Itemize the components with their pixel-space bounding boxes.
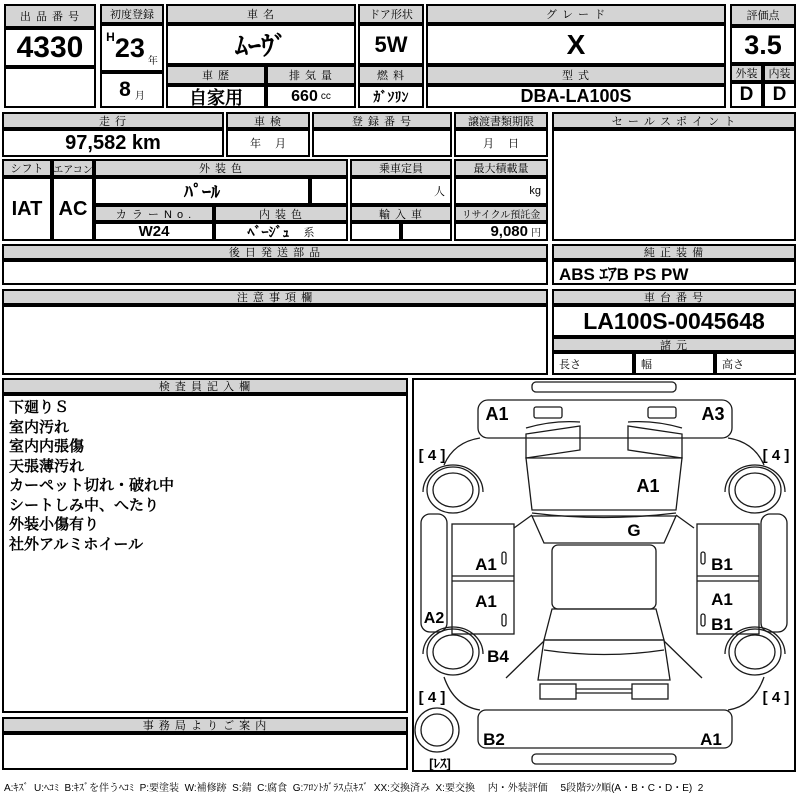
- first-reg-year-cell: [100, 24, 164, 72]
- shift-header: シフト: [2, 159, 52, 177]
- int-color-header: 内 装 色: [214, 205, 348, 222]
- displacement-value: 660: [291, 87, 318, 105]
- late-parts-body: [2, 260, 548, 285]
- shaken-value: 年 月: [226, 129, 310, 157]
- sales-point-header: セ ー ル ス ポ イ ン ト: [552, 112, 796, 129]
- wheel-rear-right-inner: [735, 635, 775, 669]
- exterior-header: 外装: [730, 64, 763, 82]
- mileage-header: 走 行: [2, 112, 224, 129]
- door-handle-left-rear: [502, 614, 506, 626]
- rear-bumper: [478, 710, 732, 748]
- rear-panel-lines: [576, 689, 632, 693]
- interior-value: D: [763, 82, 796, 108]
- mark-front-bumper-left: A1: [485, 404, 509, 424]
- rear-hatch: [538, 640, 670, 680]
- legend-text: A:ｷｽﾞ U:ﾍｺﾐ B:ｷｽﾞを伴うﾍｺﾐ P:要塗装 W:補修跡 S:錆 C:腐食 G:ﾌﾛﾝﾄｶﾞﾗｽ点ｷｽﾞ XX:交換済み X:要交換 内・外装評価 5段階ﾗﾝｸ順(A・B・C・D・E) 2: [4, 783, 704, 794]
- fender-lines: [444, 438, 764, 710]
- exterior-value: D: [730, 82, 763, 108]
- roof: [552, 545, 656, 609]
- capacity-header: 乗車定員: [350, 159, 452, 177]
- wheel-rear-left-inner: [433, 635, 473, 669]
- front-bumper-detail-right: [648, 407, 676, 418]
- displacement-value-cell: [266, 85, 356, 108]
- mark-door-rear-left: A1: [475, 592, 497, 611]
- rear-window: [544, 609, 664, 640]
- mark-door-rear-right-lower: B1: [711, 615, 733, 634]
- int-color-suffix: 系: [303, 226, 315, 239]
- hatch-line: [544, 650, 664, 655]
- mark-door-front-right: B1: [711, 555, 733, 574]
- max-load-header: 最大積載量: [454, 159, 548, 177]
- late-parts-header: 後 日 発 送 部 品: [2, 244, 548, 260]
- auction-no-value: 4330: [4, 28, 96, 67]
- wheel-front-left-inner: [433, 473, 473, 507]
- mark-tire-rear-left: [ 4 ]: [418, 689, 446, 706]
- inspector-note: 天張薄汚れ: [9, 457, 85, 475]
- capacity-value: 人: [350, 177, 452, 205]
- office-body: [2, 733, 408, 770]
- inspector-note: 室内内張傷: [9, 438, 85, 455]
- score-header: 評価点: [730, 4, 796, 26]
- front-top-bar: [532, 382, 676, 392]
- wheel-front-right: [729, 467, 781, 513]
- transfer-deadline-value: 月 日: [454, 129, 548, 157]
- inspector-note: 下廻りＳ: [9, 399, 70, 416]
- mark-tire-front-right: [ 4 ]: [762, 447, 790, 464]
- mark-rocker-left: A2: [423, 610, 445, 627]
- inspector-note: 室内汚れ: [9, 418, 70, 436]
- wheel-front-right-inner: [735, 473, 775, 507]
- score-value: 3.5: [730, 26, 796, 64]
- specs-length-cell: 長さ: [552, 352, 634, 375]
- grade-header: グ レ ー ド: [426, 4, 726, 24]
- specs-height-cell: 高さ: [715, 352, 796, 375]
- headlight-right: [628, 426, 682, 458]
- ext-color-header: 外 装 色: [94, 159, 348, 177]
- notice-header: 注 意 事 項 欄: [2, 289, 548, 305]
- specs-width-cell: 幅: [634, 352, 715, 375]
- doors-left: [452, 524, 514, 634]
- taillight-left: [540, 684, 576, 699]
- color-no-value: W24: [94, 222, 214, 241]
- aircon-header: エアコン: [52, 159, 94, 177]
- door-divider-right: [697, 576, 759, 581]
- sales-point-body: [552, 129, 796, 241]
- windshield: [532, 516, 676, 543]
- ext-color-value: ﾊﾟｰﾙ: [94, 177, 310, 205]
- headlight-left: [526, 426, 580, 458]
- ext-color-suffix-cell: [310, 177, 348, 205]
- office-header: 事 務 局 よ り ご 案 内: [2, 717, 408, 733]
- inspector-note: カーペット切れ・破れ中: [9, 477, 175, 494]
- recycle-header: リサイクル預託金: [454, 205, 548, 222]
- shaken-header: 車 検: [226, 112, 310, 129]
- mark-tire-rear-right: [ 4 ]: [762, 689, 790, 706]
- recycle-unit: 円: [531, 228, 541, 239]
- car-name-value: ﾑｰｳﾞ: [166, 24, 356, 65]
- door-header: ドア形状: [358, 4, 424, 24]
- inspector-note: 外装小傷有り: [9, 516, 100, 533]
- history-value: 自家用: [166, 85, 266, 108]
- spare-tire-inner: [421, 714, 453, 746]
- fuel-value: ｶﾞｿﾘﾝ: [358, 85, 424, 108]
- chassis-no-value: LA100S-0045648: [552, 305, 796, 337]
- first-reg-year-unit: 年: [147, 56, 158, 67]
- equipment-value: ABS ｴｱB PS PW: [552, 260, 796, 285]
- int-color-value-cell: [214, 222, 348, 241]
- pillar-lines: [506, 515, 702, 678]
- mark-windshield: G: [627, 521, 641, 540]
- reg-no-value: [312, 129, 452, 157]
- shift-value: IAT: [2, 177, 52, 241]
- color-no-header: カ ラ ー N o .: [94, 205, 214, 222]
- door-divider-left: [452, 576, 514, 581]
- mark-door-front-left: A1: [475, 555, 497, 574]
- front-bumper: [478, 400, 732, 438]
- equipment-header: 純 正 装 備: [552, 244, 796, 260]
- reg-no-header: 登 録 番 号: [312, 112, 452, 129]
- fuel-header: 燃 料: [358, 65, 424, 85]
- recycle-value: 9,080: [490, 223, 528, 240]
- inspector-notes: [2, 394, 408, 713]
- grade-value: X: [426, 24, 726, 65]
- auction-no-header: 出 品 番 号: [4, 4, 96, 28]
- door-value: 5W: [358, 24, 424, 65]
- import-value-cell-right: [401, 222, 452, 241]
- transfer-deadline-header: 譲渡書類期限: [454, 112, 548, 129]
- first-reg-header: 初度登録: [100, 4, 164, 24]
- door-handle-right-rear: [701, 614, 705, 626]
- history-header: 車 歴: [166, 65, 266, 85]
- first-reg-month-cell: [100, 72, 164, 108]
- mark-front-bumper-right: A3: [701, 404, 725, 424]
- model-header: 型 式: [426, 65, 726, 85]
- mark-door-rear-right: A1: [711, 590, 733, 609]
- displacement-header: 排 気 量: [266, 65, 356, 85]
- recycle-value-cell: [454, 222, 548, 241]
- auction-no-empty-cell: [4, 67, 96, 108]
- wheel-rear-right: [729, 629, 781, 675]
- first-reg-era: H: [106, 30, 115, 44]
- door-handle-left-front: [502, 552, 506, 564]
- first-reg-month-unit: 月: [134, 91, 145, 102]
- displacement-unit: cc: [320, 91, 331, 102]
- car-diagram: [414, 380, 794, 770]
- chassis-no-header: 車 台 番 号: [552, 289, 796, 305]
- int-color-value: ﾍﾞｰｼﾞｭ: [247, 223, 290, 240]
- mark-quarter-left: B4: [487, 647, 509, 666]
- mark-hood: A1: [636, 476, 660, 496]
- import-header: 輸 入 車: [350, 205, 452, 222]
- wheel-rear-left: [427, 629, 479, 675]
- first-reg-month: 8: [119, 78, 131, 101]
- rear-bottom-bar: [532, 754, 676, 764]
- first-reg-year: 23: [114, 32, 145, 63]
- mark-tire-front-left: [ 4 ]: [418, 447, 446, 464]
- front-bumper-detail-left: [534, 407, 562, 418]
- aircon-value: AC: [52, 177, 94, 241]
- taillight-right: [632, 684, 668, 699]
- max-load-value: kg: [454, 177, 548, 205]
- mark-rear-bumper-right: A1: [700, 730, 722, 749]
- car-name-header: 車 名: [166, 4, 356, 24]
- interior-header: 内装: [763, 64, 796, 82]
- inspector-note: 社外アルミホイール: [9, 535, 144, 553]
- specs-header: 諸 元: [552, 337, 796, 352]
- mark-spare-tire: [ﾚｽ]: [429, 756, 451, 770]
- mark-rear-bumper-left: B2: [483, 730, 505, 749]
- inspector-note: シートしみ中、へたり: [9, 496, 160, 514]
- cowl-line: [532, 513, 676, 518]
- door-handle-right-front: [701, 552, 705, 564]
- mileage-value: 97,582 km: [2, 129, 224, 157]
- import-value-cell-left: [350, 222, 401, 241]
- model-value: DBA-LA100S: [426, 85, 726, 108]
- wheel-front-left: [427, 467, 479, 513]
- car-diagram-frame: [412, 378, 796, 772]
- inspector-header: 検 査 員 記 入 欄: [2, 378, 408, 394]
- rocker-right: [761, 514, 787, 632]
- notice-body: [2, 305, 548, 375]
